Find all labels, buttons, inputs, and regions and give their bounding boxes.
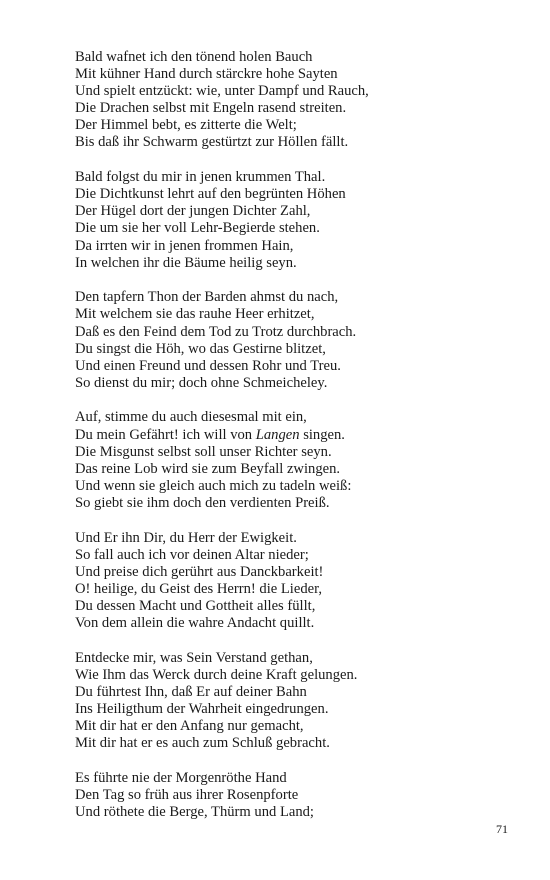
verse-line: Mit welchem sie das rauhe Heer erhitzet, <box>75 306 315 323</box>
verse-line: Und röthete die Berge, Thürm und Land; <box>75 804 314 821</box>
verse-line: Und preise dich gerührt aus Danckbarkeit! <box>75 563 324 580</box>
page-number: 71 <box>496 822 508 836</box>
verse-line: Es führte nie der Morgenröthe Hand <box>75 769 287 786</box>
verse-line: So dienst du mir; doch ohne Schmeicheley. <box>75 374 328 391</box>
verse-line-emphasis: Langen <box>255 426 300 443</box>
stanza <box>75 650 515 753</box>
verse-line: Und wenn sie gleich auch mich zu tadeln weiß: <box>75 477 352 494</box>
stanza <box>75 49 515 152</box>
stanza <box>75 289 515 392</box>
verse-line: Bald wafnet ich den tönend holen Bauch <box>75 49 313 65</box>
verse-line: So fall auch ich vor deinen Altar nieder; <box>75 546 309 563</box>
stanza <box>75 770 515 821</box>
verse-line: Daß es den Feind dem Tod zu Trotz durchbrach. <box>75 323 357 340</box>
verse-line: Auf, stimme du auch diesesmal mit ein, <box>75 409 307 426</box>
verse-line: Mit kühner Hand durch stärckre hohe Sayten <box>75 66 338 83</box>
poem-text <box>75 49 515 839</box>
verse-line: Von dem allein die wahre Andacht quillt. <box>75 615 315 632</box>
verse-line: Mit dir hat er den Anfang nur gemacht, <box>75 718 304 735</box>
verse-line: Die Drachen selbst mit Engeln rasend streiten. <box>75 100 347 117</box>
verse-line: Den tapfern Thon der Barden ahmst du nach, <box>75 289 339 306</box>
verse-line: Die Dichtkunst lehrt auf den begrünten Höhen <box>75 186 346 203</box>
verse-line-text: Du mein Gefährt! ich will von <box>75 426 256 443</box>
stanza <box>75 409 515 512</box>
verse-line: Und Er ihn Dir, du Herr der Ewigkeit. <box>75 529 297 546</box>
verse-line: Du dessen Macht und Gottheit alles füllt, <box>75 598 316 614</box>
verse-line: Bald folgst du mir in jenen krummen Thal. <box>75 169 326 186</box>
stanza <box>75 530 515 633</box>
verse-line: Entdecke mir, was Sein Verstand gethan, <box>75 649 313 666</box>
verse-line: O! heilige, du Geist des Herrn! die Lieder, <box>75 580 323 597</box>
verse-line: Bis daß ihr Schwarm gestürtzt zur Höllen fällt. <box>75 134 349 151</box>
verse-line: Der Hügel dort der jungen Dichter Zahl, <box>75 203 311 220</box>
verse-line <box>75 427 515 444</box>
verse-line: Mit dir hat er es auch zum Schluß gebracht. <box>75 735 330 752</box>
verse-line: Du führtest Ihn, daß Er auf deiner Bahn <box>75 683 307 700</box>
verse-line: Da irrten wir in jenen frommen Hain, <box>75 237 294 254</box>
verse-line: Der Himmel bebt, es zitterte die Welt; <box>75 117 297 134</box>
verse-line: Und spielt entzückt: wie, unter Dampf und Rauch, <box>75 83 369 100</box>
verse-line: Die Misgunst selbst soll unser Richter seyn. <box>75 443 332 460</box>
verse-line: Und einen Freund und dessen Rohr und Treu. <box>75 357 341 374</box>
verse-line: Wie Ihm das Werck durch deine Kraft gelungen. <box>75 666 358 683</box>
verse-line: Den Tag so früh aus ihrer Rosenpforte <box>75 787 299 804</box>
verse-line: Ins Heiligthum der Wahrheit eingedrungen. <box>75 701 329 718</box>
verse-line: In welchen ihr die Bäume heilig seyn. <box>75 254 297 271</box>
verse-line: Die um sie her voll Lehr-Begierde stehen. <box>75 220 320 237</box>
verse-line: So giebt sie ihm doch den verdienten Preiß. <box>75 494 330 511</box>
verse-line: Du singst die Höh, wo das Gestirne blitzet, <box>75 340 326 357</box>
verse-line: Das reine Lob wird sie zum Beyfall zwingen. <box>75 460 341 477</box>
stanza <box>75 169 515 272</box>
verse-line-text: singen. <box>299 426 345 443</box>
